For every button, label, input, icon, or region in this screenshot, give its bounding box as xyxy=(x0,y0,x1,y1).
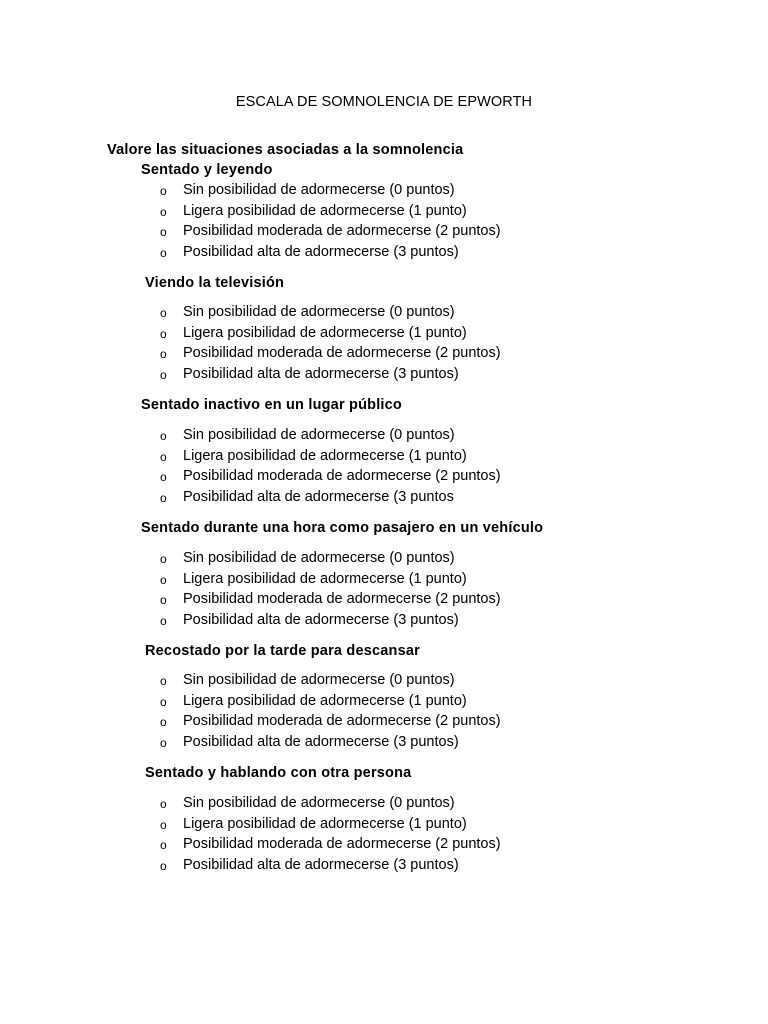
bullet-icon: o xyxy=(160,715,167,730)
bullet-icon: o xyxy=(160,593,167,608)
option-text: Posibilidad moderada de adormecerse (2 puntos) xyxy=(183,591,501,608)
section-heading: Viendo la televisión xyxy=(145,275,285,291)
option-text: Posibilidad moderada de adormecerse (2 puntos) xyxy=(183,223,501,240)
option-text: Ligera posibilidad de adormecerse (1 punto) xyxy=(183,447,467,464)
option-text: Ligera posibilidad de adormecerse (1 punto) xyxy=(183,692,467,709)
bullet-icon: o xyxy=(160,429,167,443)
option-text: Posibilidad moderada de adormecerse (2 puntos) xyxy=(183,836,501,853)
option-text: Posibilidad alta de adormecerse (3 puntos) xyxy=(183,244,459,261)
option-text: Sin posibilidad de adormecerse (0 puntos) xyxy=(183,672,455,688)
option-text: Posibilidad alta de adormecerse (3 puntos xyxy=(183,489,454,506)
option-text: Ligera posibilidad de adormecerse (1 punto) xyxy=(183,324,467,341)
bullet-icon: o xyxy=(160,838,167,853)
option-text: Posibilidad alta de adormecerse (3 puntos) xyxy=(183,366,459,383)
bullet-icon: o xyxy=(160,225,167,240)
bullet-icon: o xyxy=(160,614,167,629)
document-title: ESCALA DE SOMNOLENCIA DE EPWORTH xyxy=(235,94,533,110)
option-text: Sin posibilidad de adormecerse (0 puntos) xyxy=(183,304,455,320)
option-text: Posibilidad alta de adormecerse (3 puntos) xyxy=(183,857,459,874)
section-heading: Recostado por la tarde para descansar xyxy=(145,643,420,659)
bullet-icon: o xyxy=(160,491,167,506)
bullet-icon: o xyxy=(160,817,167,832)
option-text: Sin posibilidad de adormecerse (0 puntos) xyxy=(183,427,455,443)
intro-instruction: Valore las situaciones asociadas a la somnolencia xyxy=(107,142,464,158)
bullet-icon: o xyxy=(160,449,167,464)
bullet-icon: o xyxy=(160,306,167,320)
option-text: Posibilidad alta de adormecerse (3 puntos) xyxy=(183,734,459,751)
bullet-icon: o xyxy=(160,246,167,261)
option-text: Posibilidad moderada de adormecerse (2 puntos) xyxy=(183,345,501,362)
bullet-icon: o xyxy=(160,326,167,341)
option-text: Sin posibilidad de adormecerse (0 puntos) xyxy=(183,550,455,566)
bullet-icon: o xyxy=(160,347,167,362)
option-text: Posibilidad alta de adormecerse (3 puntos) xyxy=(183,612,459,629)
bullet-icon: o xyxy=(160,694,167,709)
bullet-icon: o xyxy=(160,184,167,198)
option-text: Posibilidad moderada de adormecerse (2 puntos) xyxy=(183,713,501,730)
bullet-icon: o xyxy=(160,368,167,383)
bullet-icon: o xyxy=(160,736,167,751)
section-heading: Sentado y hablando con otra persona xyxy=(145,765,412,781)
option-text: Ligera posibilidad de adormecerse (1 punto) xyxy=(183,570,467,587)
bullet-icon: o xyxy=(160,859,167,874)
section-heading: Sentado inactivo en un lugar público xyxy=(141,397,402,413)
option-text: Sin posibilidad de adormecerse (0 puntos) xyxy=(183,795,455,811)
bullet-icon: o xyxy=(160,674,167,688)
option-text: Ligera posibilidad de adormecerse (1 punto) xyxy=(183,202,467,219)
option-text: Ligera posibilidad de adormecerse (1 punto) xyxy=(183,815,467,832)
bullet-icon: o xyxy=(160,470,167,485)
bullet-icon: o xyxy=(160,204,167,219)
bullet-icon: o xyxy=(160,552,167,566)
option-text: Posibilidad moderada de adormecerse (2 puntos) xyxy=(183,468,501,485)
option-text: Sin posibilidad de adormecerse (0 puntos) xyxy=(183,182,455,198)
bullet-icon: o xyxy=(160,797,167,811)
section-heading: Sentado y leyendo xyxy=(141,162,273,178)
bullet-icon: o xyxy=(160,572,167,587)
section-heading: Sentado durante una hora como pasajero en un vehículo xyxy=(141,520,544,536)
